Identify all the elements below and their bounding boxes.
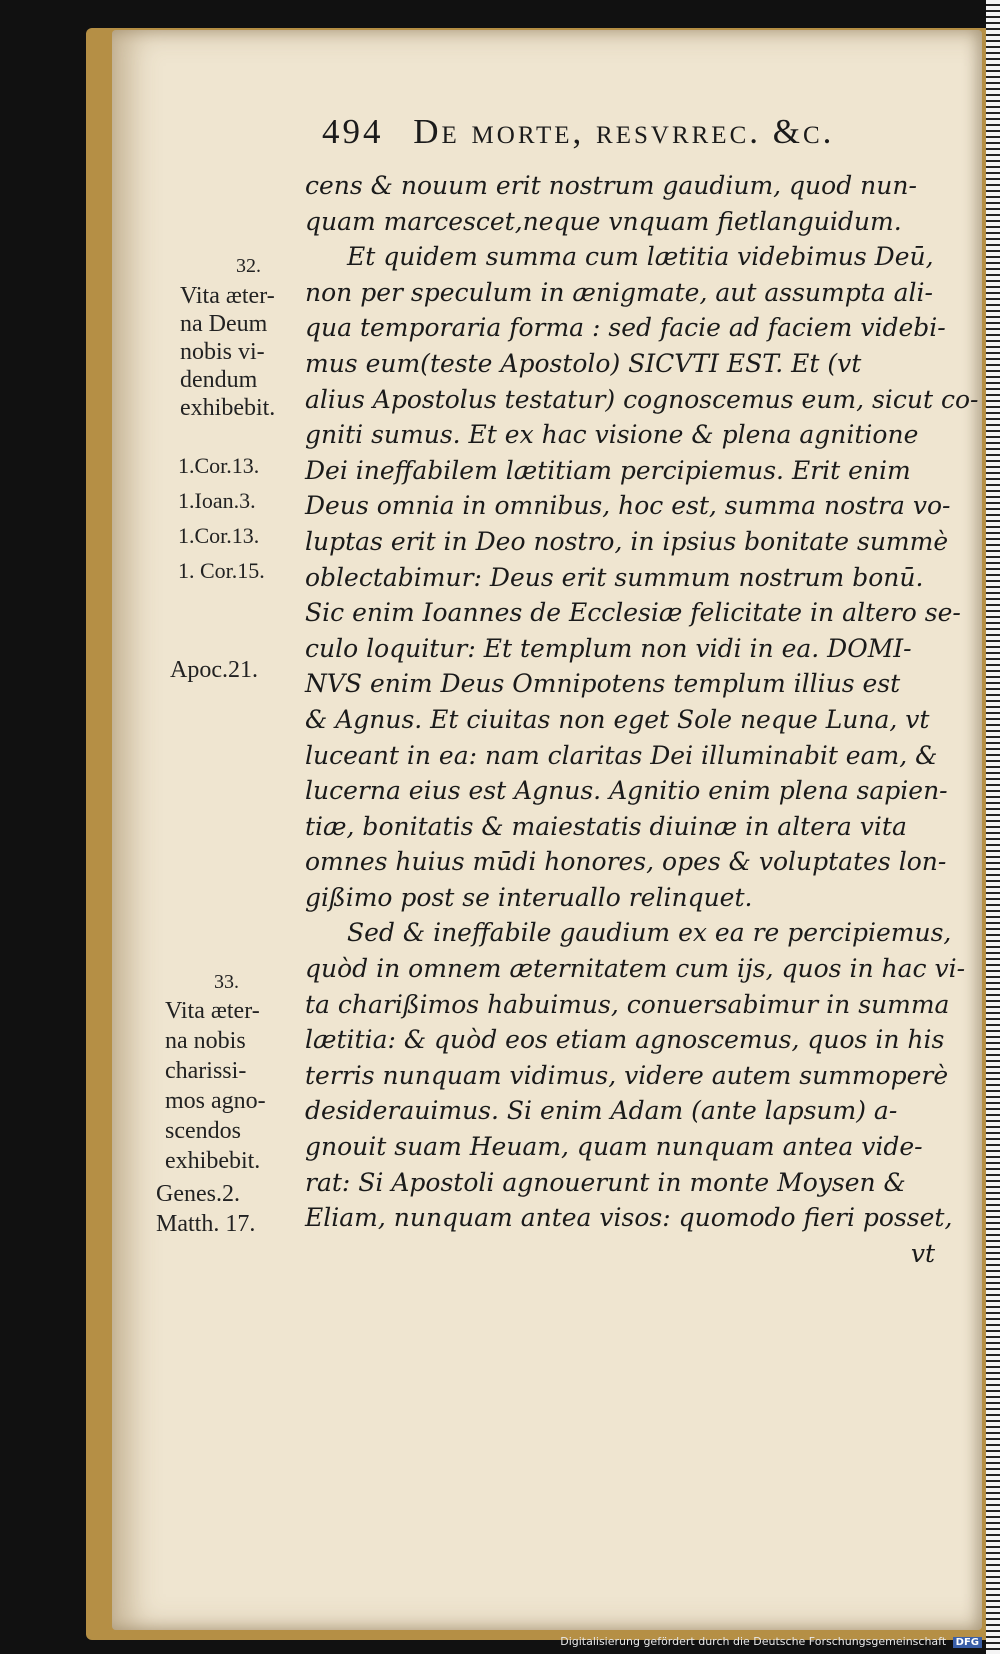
scan-ruler	[986, 0, 1000, 1654]
margin-line: scendos	[165, 1118, 241, 1144]
margin-number-32: 32.	[236, 255, 261, 277]
margin-number-33: 33.	[214, 971, 239, 993]
text-line: quam marcescet,neque vnquam fietlanguidum.	[305, 206, 902, 236]
margin-note-vita-2	[165, 996, 266, 1176]
margin-line: exhibebit.	[180, 395, 276, 421]
text-line: qua temporaria forma : sed facie ad faciem videbi-	[305, 313, 946, 343]
text-line: lætitia: & quòd eos etiam agnoscemus, quos in his	[305, 1025, 945, 1055]
text-line: alius Apostolus testatur) cognoscemus eum, sicut co-	[305, 384, 979, 414]
text-line: Sed & ineffabile gaudium ex ea re percipiemus,	[347, 918, 952, 948]
text-line: gnouit suam Heuam, quam nunquam antea vide-	[305, 1132, 923, 1162]
margin-ref-apoc: Apoc.21.	[170, 657, 258, 683]
page-header	[322, 112, 922, 152]
catchword: vt	[910, 1238, 935, 1268]
text-line: terris nunquam vidimus, videre autem summoperè	[305, 1060, 949, 1090]
margin-line: na Deum	[180, 311, 268, 337]
text-line: Eliam, nunquam antea visos: quomodo fieri posset,	[305, 1203, 953, 1233]
margin-line: dendum	[180, 367, 258, 393]
text-line: ta charißimos habuimus, conuersabimur in summa	[305, 989, 950, 1019]
margin-line: Vita æter-	[165, 998, 260, 1024]
text-line: oblectabimur: Deus erit summum nostrum bonū.	[305, 562, 924, 592]
running-title: De morte, resvrrec. &c.	[413, 112, 835, 151]
margin-line: mos agno-	[165, 1088, 266, 1114]
text-line: Deus omnia in omnibus, hoc est, summa nostra vo-	[305, 491, 951, 521]
text-line: Dei ineffabilem lætitiam percipiemus. Erit enim	[305, 455, 911, 485]
margin-ref-genes: Genes.2.	[156, 1181, 240, 1207]
text-line: NVS enim Deus Omnipotens templum illius est	[305, 669, 901, 699]
margin-ref: 1.Cor.13.	[178, 453, 260, 478]
text-line: mus eum(teste Apostolo) SICVTI EST. Et (vt	[305, 348, 862, 378]
text-line: cens & nouum erit nostrum gaudium, quod nun-	[305, 171, 917, 200]
text-line: tiæ, bonitatis & maiestatis diuinæ in altera vita	[305, 811, 907, 841]
text-line: omnes huius mūdi honores, opes & voluptates lon-	[305, 847, 947, 877]
margin-line: exhibebit.	[165, 1148, 261, 1174]
text-line: rat: Si Apostoli agnouerunt in monte Moysen &	[305, 1167, 906, 1197]
text-line: gniti sumus. Et ex hac visione & plena agnitione	[305, 420, 919, 450]
digitization-footer	[560, 1635, 982, 1648]
margin-line: charissi-	[165, 1058, 247, 1084]
text-line: quòd in omnem æternitatem cum ijs, quos in hac vi-	[305, 954, 966, 984]
margin-line: Vita æter-	[180, 283, 275, 309]
text-line: & Agnus. Et ciuitas non eget Sole neque Luna, vt	[305, 704, 930, 734]
text-line: Sic enim Ioannes de Ecclesiæ felicitate in altero se-	[305, 598, 961, 628]
body-text	[305, 168, 979, 1271]
text-line: luptas erit in Deo nostro, in ipsius bonitate summè	[305, 526, 949, 556]
margin-references-1	[178, 448, 265, 588]
text-line: non per speculum in ænigmate, aut assumpta ali-	[305, 277, 933, 307]
margin-line: na nobis	[165, 1028, 246, 1054]
margin-ref-matth: Matth. 17.	[156, 1211, 256, 1237]
page-number: 494	[322, 112, 384, 151]
margin-ref: 1.Ioan.3.	[178, 488, 256, 513]
footer-text: Digitalisierung gefördert durch die Deutsche Forschungsgemeinschaft	[560, 1635, 947, 1648]
text-line: culo loquitur: Et templum non vidi in ea. DOMI-	[305, 633, 912, 663]
text-line: luceant in ea: nam claritas Dei illuminabit eam, &	[305, 740, 938, 770]
margin-line: nobis vi-	[180, 339, 265, 365]
text-line: lucerna eius est Agnus. Agnitio enim plena sapien-	[305, 776, 948, 806]
dfg-badge: DFG	[953, 1637, 982, 1648]
margin-note-vita-1	[180, 282, 275, 422]
margin-ref: 1.Cor.13.	[178, 523, 260, 548]
text-line: desiderauimus. Si enim Adam (ante lapsum) a-	[305, 1096, 898, 1126]
text-line: gißimo post se interuallo relinquet.	[305, 882, 753, 912]
margin-ref: 1. Cor.15.	[178, 558, 265, 583]
text-line: Et quidem summa cum lætitia videbimus Deū,	[347, 242, 934, 272]
